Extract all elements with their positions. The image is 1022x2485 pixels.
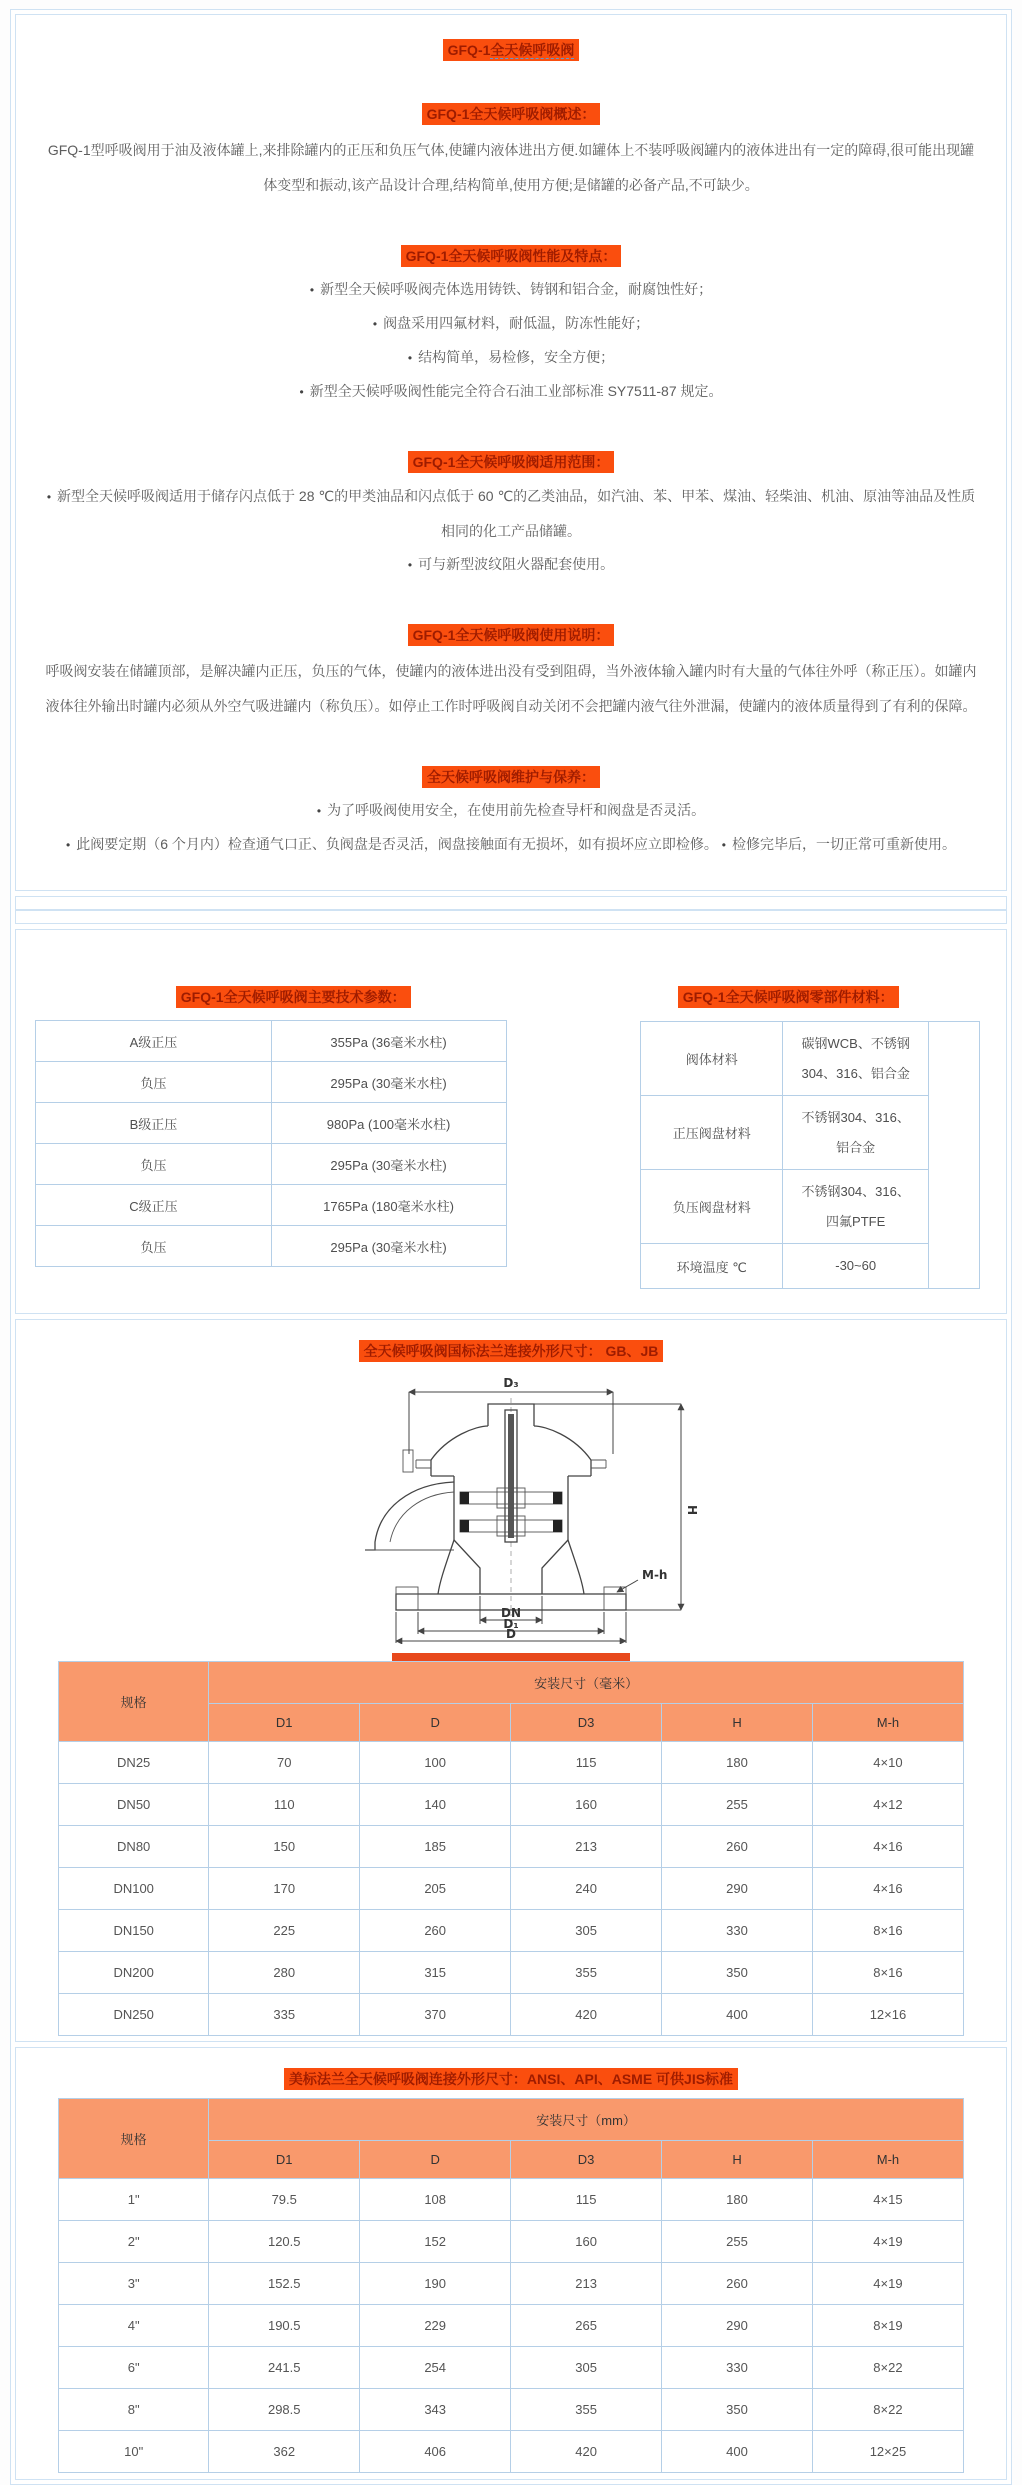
table-cell: 负压 <box>36 1144 271 1185</box>
table-cell: 290 <box>662 2305 813 2347</box>
table-cell: 350 <box>662 2389 813 2431</box>
table-cell: 110 <box>209 1784 360 1826</box>
valve-stem <box>508 1414 514 1538</box>
table-cell: DN25 <box>59 1742 209 1784</box>
table-cell: 260 <box>360 1910 511 1952</box>
column-header: D1 <box>209 2141 360 2179</box>
overview-heading: GFQ-1全天候呼吸阀概述： <box>422 103 601 125</box>
table-cell: 115 <box>511 1742 662 1784</box>
scope-item <box>42 548 980 582</box>
table-cell: 254 <box>360 2347 511 2389</box>
table-cell: 980Pa (100毫米水柱) <box>271 1103 506 1144</box>
table-cell: 355 <box>511 2389 662 2431</box>
dim-label-mh: M-h <box>642 1568 668 1582</box>
table-cell-empty <box>929 1022 980 1289</box>
red-divider-bar <box>392 1653 630 1661</box>
feature-text: 结构简单，易检修，安全方便； <box>418 349 615 365</box>
table-row <box>59 2179 964 2221</box>
table-row <box>59 1868 964 1910</box>
table-cell: 4×12 <box>812 1784 963 1826</box>
table-cell: -30~60 <box>783 1244 929 1289</box>
table-cell: 280 <box>209 1952 360 1994</box>
group-header: 安装尺寸（毫米） <box>209 1662 964 1704</box>
table-cell: 4×10 <box>812 1742 963 1784</box>
column-header: D1 <box>209 1704 360 1742</box>
clamp-bolt <box>403 1450 413 1472</box>
table-cell: 70 <box>209 1742 360 1784</box>
table-cell: DN200 <box>59 1952 209 1994</box>
feature-text: 新型全天候呼吸阀壳体选用铸铁、铸钢和铝合金，耐腐蚀性好； <box>320 281 713 297</box>
table-cell: 330 <box>662 1910 813 1952</box>
table-row <box>59 1662 964 1704</box>
feature-item <box>42 341 980 375</box>
table-cell: 正压阀盘材料 <box>641 1096 783 1170</box>
params-table <box>35 1020 506 1267</box>
table-cell: 8×16 <box>812 1952 963 1994</box>
table-cell: 4×19 <box>812 2221 963 2263</box>
table-cell: 343 <box>360 2389 511 2431</box>
table-cell: 152 <box>360 2221 511 2263</box>
table-cell: DN250 <box>59 1994 209 2036</box>
table-cell: 305 <box>511 2347 662 2389</box>
table-cell: 108 <box>360 2179 511 2221</box>
table-cell: 355 <box>511 1952 662 1994</box>
table-cell: 8×22 <box>812 2347 963 2389</box>
table-cell: 190 <box>360 2263 511 2305</box>
ansi-heading-row <box>16 2068 1006 2090</box>
table-row <box>59 2389 964 2431</box>
feature-text: 阀盘采用四氟材料，耐低温，防冻性能好； <box>383 315 650 331</box>
table-cell: 8×19 <box>812 2305 963 2347</box>
column-header: D3 <box>511 1704 662 1742</box>
maintenance-text: 此阀要定期（6 个月内）检查通气口正、负阀盘是否灵活，阀盘接触面有无损坏，如有损坏应立即检修。 <box>76 836 718 852</box>
table-cell: 350 <box>662 1952 813 1994</box>
table-cell: 负压 <box>36 1226 271 1267</box>
bullet-icon: • <box>46 490 52 504</box>
table-cell: 100 <box>360 1742 511 1784</box>
table-cell: 115 <box>511 2179 662 2221</box>
table-cell: 负压 <box>36 1062 271 1103</box>
table-cell: 295Pa (30毫米水柱) <box>271 1144 506 1185</box>
table-cell: 213 <box>511 1826 662 1868</box>
table-cell: 225 <box>209 1910 360 1952</box>
table-row <box>59 1952 964 1994</box>
column-header: 规格 <box>59 2099 209 2179</box>
table-cell: 10" <box>59 2431 209 2473</box>
table-cell: 140 <box>360 1784 511 1826</box>
table-row <box>59 1910 964 1952</box>
table-row <box>59 2099 964 2141</box>
table-cell: 229 <box>360 2305 511 2347</box>
dim-label-d3: D₃ <box>503 1376 519 1390</box>
scope-item <box>42 479 980 548</box>
table-cell: 阀体材料 <box>641 1022 783 1096</box>
table-cell: 120.5 <box>209 2221 360 2263</box>
maintenance-heading-row <box>42 766 980 788</box>
materials-column <box>570 944 1006 1289</box>
table-cell: 290 <box>662 1868 813 1910</box>
column-header: M-h <box>812 2141 963 2179</box>
scope-heading: GFQ-1全天候呼吸阀适用范围： <box>408 451 615 473</box>
maintenance-heading: 全天候呼吸阀维护与保养： <box>422 766 600 788</box>
maintenance-text: 检修完毕后，一切正常可重新使用。 <box>731 836 956 852</box>
table-cell: DN100 <box>59 1868 209 1910</box>
dim-label-d: D <box>506 1627 516 1641</box>
spec-tables-section <box>15 929 1007 1314</box>
spacer-box <box>15 910 1007 924</box>
table-cell: 170 <box>209 1868 360 1910</box>
page-frame <box>10 9 1012 2485</box>
table-row <box>36 1103 506 1144</box>
table-cell: 3" <box>59 2263 209 2305</box>
ansi-dimensions-section <box>15 2047 1007 2480</box>
usage-heading: GFQ-1全天候呼吸阀使用说明： <box>408 624 615 646</box>
params-column <box>16 944 570 1267</box>
table-header <box>59 1662 964 1742</box>
table-cell: 298.5 <box>209 2389 360 2431</box>
table-cell: DN50 <box>59 1784 209 1826</box>
table-cell: 1765Pa (180毫米水柱) <box>271 1185 506 1226</box>
table-cell: 406 <box>360 2431 511 2473</box>
table-cell: 335 <box>209 1994 360 2036</box>
table-cell: 305 <box>511 1910 662 1952</box>
maintenance-item <box>42 794 980 828</box>
table-cell: 190.5 <box>209 2305 360 2347</box>
bullet-icon: • <box>372 317 378 331</box>
scope-text: 新型全天候呼吸阀适用于储存闪点低于 28 ℃的甲类油品和闪点低于 60 ℃的乙类油品，如汽油、苯、甲苯、煤油、轻柴油、机油、原油等油品及性质相同的化工产品储罐。 <box>57 488 976 539</box>
table-row <box>59 1994 964 2036</box>
table-cell: 420 <box>511 1994 662 2036</box>
table-row <box>641 1022 980 1096</box>
bullet-icon: • <box>66 838 71 852</box>
table-cell: 8×16 <box>812 1910 963 1952</box>
table-cell: 180 <box>662 2179 813 2221</box>
table-cell: 6" <box>59 2347 209 2389</box>
table-cell: 400 <box>662 2431 813 2473</box>
table-cell: 不锈钢304、316、铝合金 <box>783 1096 929 1170</box>
dim-label-d1: D₁ <box>503 1617 519 1631</box>
feature-item <box>42 273 980 307</box>
bullet-icon: • <box>299 385 304 399</box>
table-cell: 240 <box>511 1868 662 1910</box>
features-heading: GFQ-1全天候呼吸阀性能及特点： <box>401 245 622 267</box>
usage-paragraph: 呼吸阀安装在储罐顶部，是解决罐内正压，负压的气体，使罐内的液体进出没有受到阻碍，当外液体输入罐内时有大量的气体往外呼（称正压）。如罐内液体往外输出时罐内必须从外空气吸进罐内（称负压）。如停止工作时呼吸阀自动关闭不会把罐内液气往外泄漏，使罐内的液体质量得到了有利的保障。 <box>45 663 977 714</box>
intro-section <box>15 14 1007 891</box>
overview-heading-row <box>42 103 980 125</box>
table-row <box>59 2263 964 2305</box>
column-header: 规格 <box>59 1662 209 1742</box>
spacer-box <box>15 896 1007 910</box>
column-header: M-h <box>812 1704 963 1742</box>
table-cell: 265 <box>511 2305 662 2347</box>
bullet-icon: • <box>316 804 322 818</box>
bullet-icon: • <box>721 838 726 852</box>
usage-heading-row <box>42 624 980 646</box>
table-cell: A级正压 <box>36 1021 271 1062</box>
features-heading-row <box>42 245 980 267</box>
table-cell: 79.5 <box>209 2179 360 2221</box>
table-cell: 180 <box>662 1742 813 1784</box>
dim-label-h: H <box>685 1504 699 1516</box>
ansi-dimension-table <box>58 2098 964 2473</box>
table-cell: 8" <box>59 2389 209 2431</box>
table-cell: 碳钢WCB、不锈钢304、316、铝合金 <box>783 1022 929 1096</box>
table-row <box>59 2347 964 2389</box>
gb-heading-row <box>16 1340 1006 1362</box>
table-row <box>59 2221 964 2263</box>
materials-heading-row <box>570 986 1006 1008</box>
column-header: H <box>662 2141 813 2179</box>
table-row <box>36 1021 506 1062</box>
materials-table <box>640 1021 980 1289</box>
table-row <box>36 1226 506 1267</box>
table-cell: 315 <box>360 1952 511 1994</box>
table-cell: C级正压 <box>36 1185 271 1226</box>
valve-diagram <box>276 1368 746 1644</box>
table-cell: 255 <box>662 2221 813 2263</box>
gb-dimensions-section <box>15 1319 1007 2042</box>
table-cell: 4×15 <box>812 2179 963 2221</box>
table-cell: 12×16 <box>812 1994 963 2036</box>
table-cell: 205 <box>360 1868 511 1910</box>
table-cell: B级正压 <box>36 1103 271 1144</box>
table-cell: DN80 <box>59 1826 209 1868</box>
table-row <box>36 1185 506 1226</box>
table-cell: 8×22 <box>812 2389 963 2431</box>
table-header <box>59 2099 964 2179</box>
table-cell: 4×16 <box>812 1826 963 1868</box>
table-cell: 12×25 <box>812 2431 963 2473</box>
bullet-icon: • <box>407 558 413 572</box>
table-cell: 213 <box>511 2263 662 2305</box>
params-heading: GFQ-1全天候呼吸阀主要技术参数： <box>176 986 411 1008</box>
page-title-link[interactable]: 全天候呼吸阀 <box>490 42 575 58</box>
group-header: 安装尺寸（mm） <box>209 2099 964 2141</box>
params-heading-row <box>16 986 570 1008</box>
column-header: D <box>360 1704 511 1742</box>
column-header: H <box>662 1704 813 1742</box>
table-cell: 4" <box>59 2305 209 2347</box>
table-cell: 260 <box>662 2263 813 2305</box>
table-row <box>59 1826 964 1868</box>
table-cell: 环境温度 ℃ <box>641 1244 783 1289</box>
materials-heading: GFQ-1全天候呼吸阀零部件材料： <box>678 986 899 1008</box>
table-cell: 负压阀盘材料 <box>641 1170 783 1244</box>
feature-item <box>42 307 980 341</box>
ansi-heading: 美标法兰全天候呼吸阀连接外形尺寸：ANSI、API、ASME 可供JIS标准 <box>284 2068 738 2090</box>
page-title-prefix: GFQ-1 <box>447 42 491 58</box>
bullet-icon: • <box>309 283 315 297</box>
table-cell: 330 <box>662 2347 813 2389</box>
table-cell: 4×16 <box>812 1868 963 1910</box>
table-row <box>59 2305 964 2347</box>
table-row <box>36 1062 506 1103</box>
bullet-icon: • <box>407 351 413 365</box>
table-cell: 370 <box>360 1994 511 2036</box>
table-cell: 241.5 <box>209 2347 360 2389</box>
table-cell: 4×19 <box>812 2263 963 2305</box>
table-cell: 362 <box>209 2431 360 2473</box>
scope-heading-row <box>42 451 980 473</box>
table-cell: 295Pa (30毫米水柱) <box>271 1226 506 1267</box>
table-cell: DN150 <box>59 1910 209 1952</box>
table-cell: 255 <box>662 1784 813 1826</box>
table-cell: 不锈钢304、316、四氟PTFE <box>783 1170 929 1244</box>
maintenance-item <box>42 828 980 862</box>
table-cell: 400 <box>662 1994 813 2036</box>
column-header: D3 <box>511 2141 662 2179</box>
feature-item <box>42 375 980 409</box>
table-cell: 185 <box>360 1826 511 1868</box>
feature-text: 新型全天候呼吸阀性能完全符合石油工业部标准 SY7511-87 规定。 <box>309 383 723 399</box>
table-cell: 295Pa (30毫米水柱) <box>271 1062 506 1103</box>
table-row <box>59 1742 964 1784</box>
table-row <box>59 2431 964 2473</box>
table-cell: 2" <box>59 2221 209 2263</box>
column-header: D <box>360 2141 511 2179</box>
table-cell: 160 <box>511 1784 662 1826</box>
table-row <box>59 1784 964 1826</box>
table-cell: 355Pa (36毫米水柱) <box>271 1021 506 1062</box>
table-cell: 260 <box>662 1826 813 1868</box>
gb-dimension-table <box>58 1661 964 2036</box>
table-cell: 420 <box>511 2431 662 2473</box>
page-title <box>443 39 580 61</box>
scope-text: 可与新型波纹阻火器配套使用。 <box>418 556 615 572</box>
table-cell: 150 <box>209 1826 360 1868</box>
maintenance-text: 为了呼吸阀使用安全，在使用前先检查导杆和阀盘是否灵活。 <box>327 802 706 818</box>
table-row <box>36 1144 506 1185</box>
valve-diagram-wrap <box>276 1368 746 1649</box>
overview-paragraph: GFQ-1型呼吸阀用于油及液体罐上,来排除罐内的正压和负压气体,使罐内液体进出方便.如罐体上不装呼吸阀罐内的液体进出有一定的障碍,很可能出现罐体变型和振动,该产品设计合理,结构简单,使用方便;是储罐的必备产品,不可缺少。 <box>47 142 975 193</box>
gb-heading: 全天候呼吸阀国标法兰连接外形尺寸： GB、JB <box>359 1340 664 1362</box>
page-title-row <box>42 39 980 61</box>
table-cell: 160 <box>511 2221 662 2263</box>
table-cell: 152.5 <box>209 2263 360 2305</box>
dim-label-dn: DN <box>500 1606 522 1620</box>
table-cell: 1" <box>59 2179 209 2221</box>
